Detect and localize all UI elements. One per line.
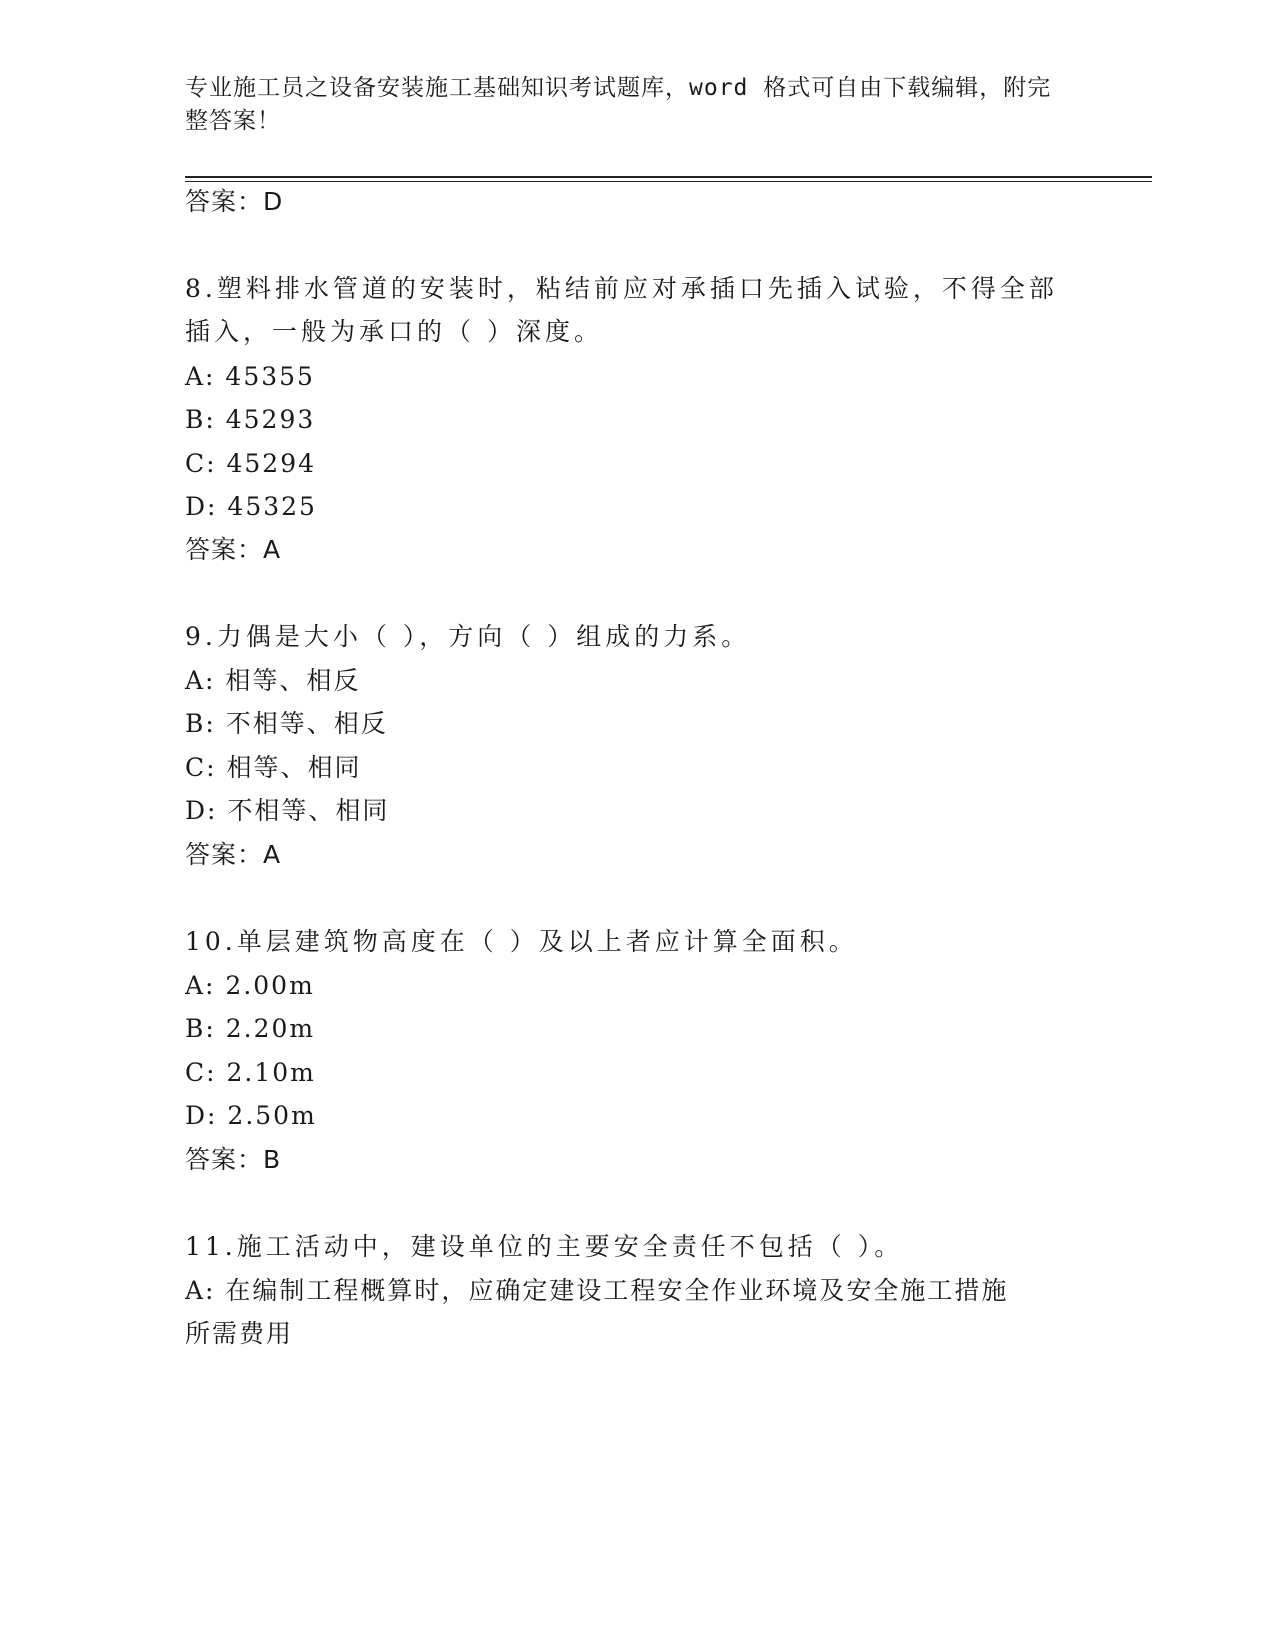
question-9-option-b: B: 不相等、相反 [185,709,388,738]
previous-question-answer: 答案：D [185,187,284,216]
question-11-option-a-line-2: 所需费用 [185,1319,294,1348]
question-8-answer: 答案：A [185,535,282,564]
question-10-option-a: A: 2.00m [185,971,315,1000]
question-8-text-line-1: 8.塑料排水管道的安装时，粘结前应对承插口先插入试验，不得全部 [185,274,1058,303]
question-10-answer: 答案：B [185,1145,282,1174]
question-11-option-a-line-1: A: 在编制工程概算时，应确定建设工程安全作业环境及安全施工措施 [185,1276,1009,1305]
document-header-note [185,72,1065,138]
question-8-option-b: B: 45293 [185,405,316,434]
header-divider-bottom [185,181,1152,182]
question-9-text: 9.力偶是大小（ ），方向（ ）组成的力系。 [185,622,751,651]
question-10-option-b: B: 2.20m [185,1014,316,1043]
question-9-answer: 答案：A [185,840,282,869]
question-8-option-c: C: 45294 [185,449,317,478]
header-note-line-1: 专业施工员之设备安装施工基础知识考试题库，word 格式可自由下载编辑，附完 [185,75,1052,101]
question-11-text: 11.施工活动中，建设单位的主要安全责任不包括（ ）。 [185,1232,904,1261]
question-9-option-c: C: 相等、相同 [185,753,362,782]
question-9-option-a: A: 相等、相反 [185,666,361,695]
question-10-option-c: C: 2.10m [185,1058,316,1087]
header-note-line-2: 整答案！ [185,108,281,134]
header-divider-top [185,176,1152,178]
question-10-text: 10.单层建筑物高度在（ ）及以上者应计算全面积。 [185,927,858,956]
question-9-option-d: D: 不相等、相同 [185,796,390,825]
question-8-option-d: D: 45325 [185,492,317,521]
question-8-text-line-2: 插入，一般为承口的（ ）深度。 [185,317,603,346]
question-8-option-a: A: 45355 [185,362,315,391]
question-10-option-d: D: 2.50m [185,1101,317,1130]
